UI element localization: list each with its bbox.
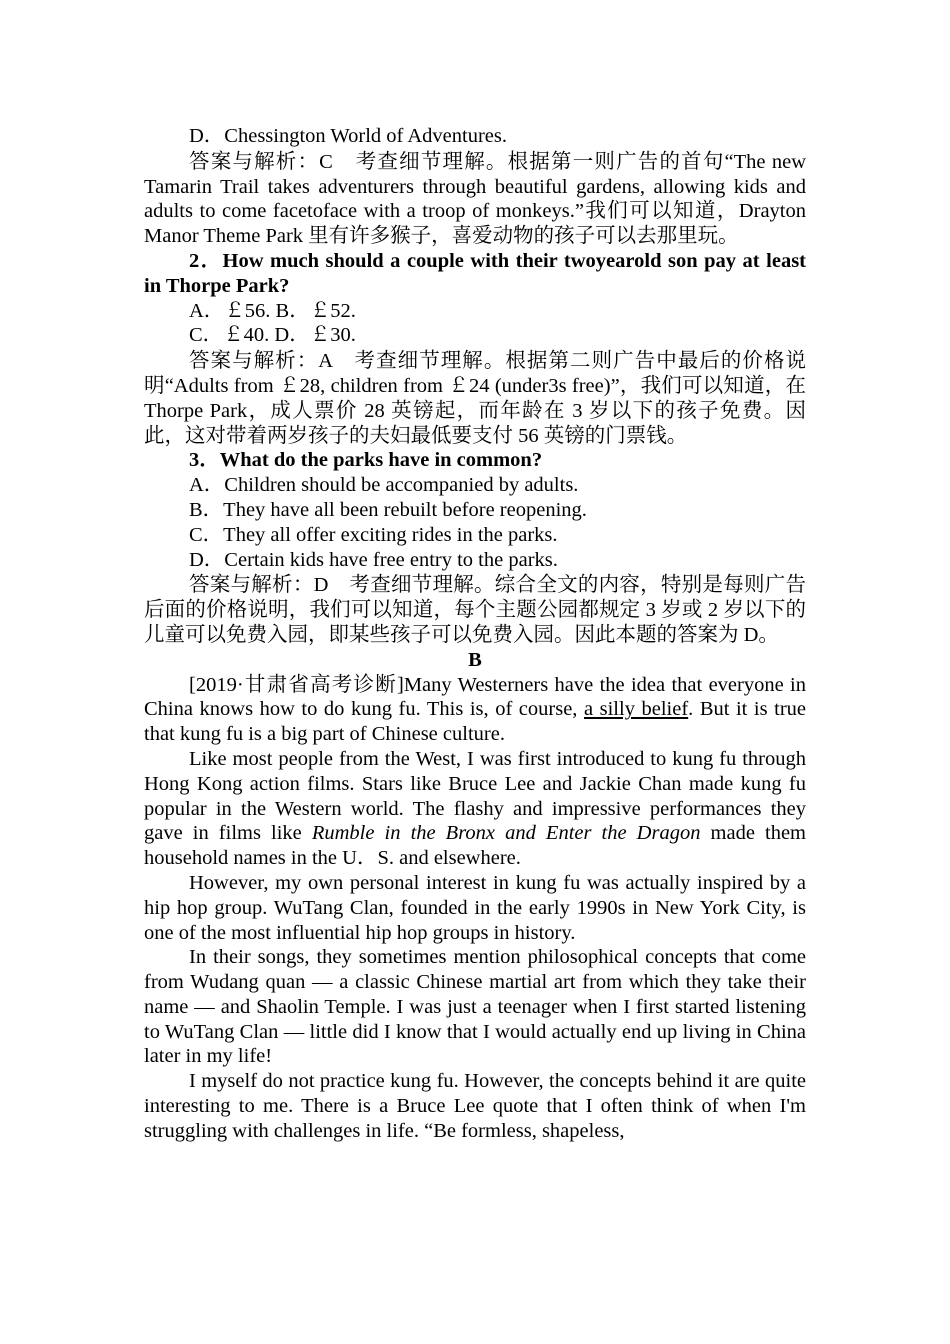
q3-question: 3．What do the parks have in common? (189, 449, 543, 472)
answer-label: 答案与解析： (189, 348, 319, 373)
q2-question: 2．How much should a couple with their twoyearold son pay at least in Thorpe Park? (144, 249, 806, 297)
answer-label: 答案与解析： (189, 572, 314, 597)
section-heading: B (468, 648, 482, 671)
passage-paragraph-2 (144, 747, 806, 871)
film-titles: Rumble in the Bronx and Enter the Dragon (311, 822, 701, 845)
passage-paragraph-1 (144, 673, 806, 747)
document-page (144, 124, 806, 1144)
passage-paragraph-3: However, my own personal interest in kung fu was actually inspired by a hip hop group. WuTang Clan, founded in the early 1990s in New York City, is one of the most influential hip hop groups in history. (144, 871, 806, 944)
q3-option-a: A．Children should be accompanied by adults. (189, 474, 579, 497)
passage-paragraph-5: I myself do not practice kung fu. However, the concepts behind it are quite interesting to me. There is a Bruce Lee quote that I often think of when I'm struggling with challenges in life. “Be formless, shapeless, (144, 1070, 806, 1142)
underlined-phrase: a silly belief (583, 698, 689, 721)
q3-option-b: B．They have all been rebuilt before reopening. (189, 498, 587, 521)
q3-option-d: D．Certain kids have free entry to the parks. (189, 548, 558, 571)
answer-text: D 考查细节理解。综合全文的内容，特别是每则广告后面的价格说明，我们可以知道，每个主题公园都规定 3 岁或 2 岁以下的儿童可以免费入园，即某些孩子可以免费入园。因此本题的答案为 D。 (144, 574, 806, 646)
passage-text: . But it is true that kung fu is a big part of Chinese culture. (144, 698, 806, 746)
passage-text: Many Westerners have the idea that everyone in China knows how to do kung fu. This is, of course, (144, 673, 806, 721)
q3-option-c: C．They all offer exciting rides in the parks. (189, 523, 558, 546)
answer-text: A 考查细节理解。根据第二则广告中最后的价格说明“Adults from ￡28, children from ￡24 (under3s free)”，我们可以知道，在 Thorpe Park，成人票价 28 英镑起，而年龄在 3 岁以下的孩子免费。因此，这对带着两岁孩子的夫妇最低要支付 56 英镑的门票钱。 (144, 350, 806, 447)
q1-option-d: D．Chessington World of Adventures. (189, 125, 507, 147)
passage-text: made them household names in the U．S. and elsewhere. (144, 822, 806, 870)
q2-options-ab: A．￡56. B．￡52. (189, 299, 356, 322)
q2-answer (144, 348, 806, 448)
passage-paragraph-4: In their songs, they sometimes mention philosophical concepts that come from Wudang quan — a classic Chinese martial art from which they take their name — and Shaolin Temple. I was just a teenager when I first started listening to WuTang Clan — little did I know that I would actually end up living in China later in my life! (144, 946, 806, 1068)
passage-source: [2019·甘肃省高考诊断] (189, 673, 404, 696)
answer-text: C 考查细节理解。根据第一则广告的首句“The new Tamarin Trail takes adventurers through beautiful gardens, allowing kids and adults to come facetoface with a troop of monkeys.”我们可以知道，Drayton Manor Theme Park 里有许多猴子，喜爱动物的孩子可以去那里玩。 (144, 150, 806, 248)
answer-label: 答案与解析： (189, 148, 320, 173)
q1-answer (144, 149, 806, 249)
q3-answer (144, 572, 806, 647)
passage-text: Like most people from the West, I was first introduced to kung fu through Hong Kong action films. Stars like Bruce Lee and Jackie Chan made kung fu popular in the Western world. The flashy and impressive performances they gave in films like (144, 747, 806, 845)
q2-options-cd: C．￡40. D．￡30. (189, 324, 356, 347)
